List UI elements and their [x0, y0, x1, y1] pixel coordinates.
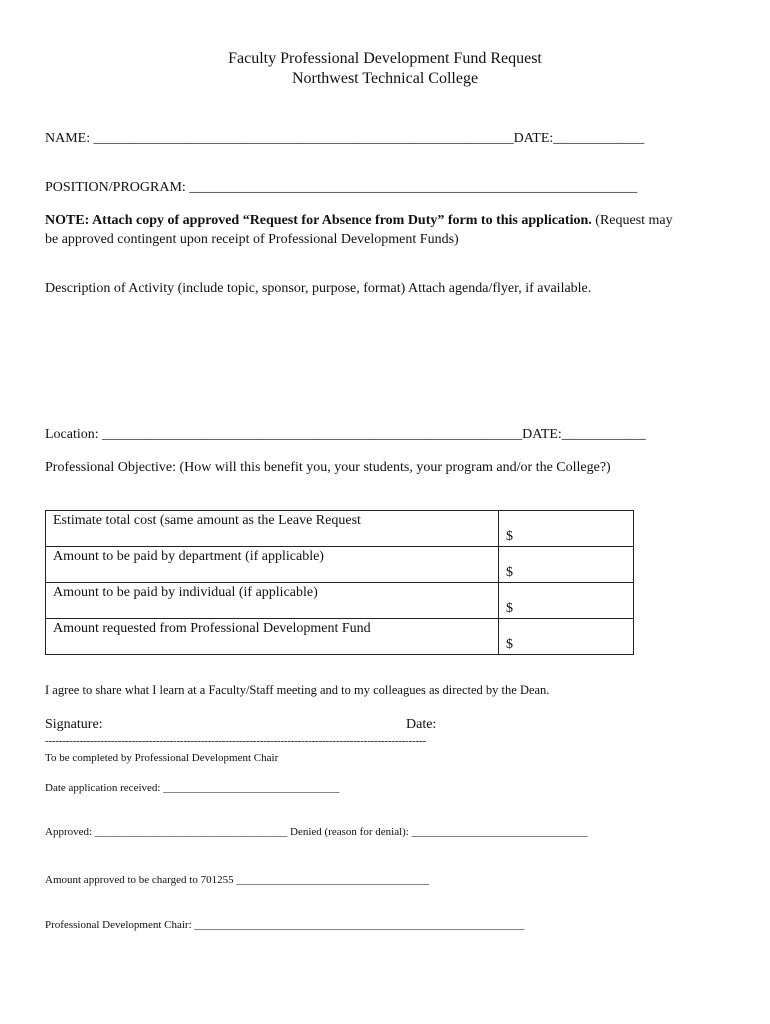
cost-value-field[interactable] — [499, 619, 634, 655]
note-line-1 — [45, 213, 673, 229]
table-row — [46, 511, 634, 547]
table-row — [46, 547, 634, 583]
dollar-sign: $ — [506, 637, 513, 652]
location-date-line[interactable]: Location: ____________________________________________________________DATE:____________ — [45, 427, 646, 442]
form-title: Faculty Professional Development Fund Request — [228, 50, 542, 67]
dollar-sign: $ — [506, 565, 513, 580]
cost-label: Estimate total cost (same amount as the Leave Request — [46, 511, 499, 547]
signature-date-label[interactable]: Date: — [406, 717, 437, 732]
dollar-sign: $ — [506, 529, 513, 544]
date-received-line[interactable]: Date application received: ________________________________ — [45, 782, 340, 794]
cost-label: Amount to be paid by department (if applicable) — [46, 547, 499, 583]
note-bold-text: NOTE: Attach copy of approved “Request for Absence from Duty” form to this application. — [45, 213, 592, 228]
signature-label[interactable]: Signature: — [45, 717, 103, 732]
table-row — [46, 619, 634, 655]
description-label: Description of Activity (include topic, sponsor, purpose, format) Attach agenda/flyer, if available. — [45, 281, 592, 296]
cost-value-field[interactable] — [499, 547, 634, 583]
agreement-text: I agree to share what I learn at a Faculty/Staff meeting and to my colleagues as directed by the Dean. — [45, 683, 550, 697]
cost-label: Amount requested from Professional Development Fund — [46, 619, 499, 655]
name-date-line[interactable]: NAME: ____________________________________________________________DATE:_____________ — [45, 131, 645, 146]
college-name: Northwest Technical College — [291, 70, 479, 87]
position-program-line[interactable]: POSITION/PROGRAM: ________________________________________________________________ — [45, 180, 638, 195]
cost-label: Amount to be paid by individual (if applicable) — [46, 583, 499, 619]
cost-table — [45, 510, 634, 655]
chair-section-heading: To be completed by Professional Development Chair — [45, 752, 279, 764]
section-divider: -------------------------------------------------------------------------------------------------------------- — [45, 735, 426, 747]
approved-denied-line[interactable]: Approved: ___________________________________ Denied (reason for denial): ________________________________ — [45, 826, 588, 838]
table-row — [46, 583, 634, 619]
dollar-sign: $ — [506, 601, 513, 616]
cost-value-field[interactable] — [499, 583, 634, 619]
chair-signature-line[interactable]: Professional Development Chair: ____________________________________________________________ — [45, 919, 525, 931]
note-rest-text: (Request may — [591, 213, 673, 228]
cost-value-field[interactable] — [499, 511, 634, 547]
note-line-2: be approved contingent upon receipt of Professional Development Funds) — [45, 232, 459, 247]
objective-label: Professional Objective: (How will this benefit you, your students, your program and/or the College?) — [45, 460, 611, 475]
amount-charged-line[interactable]: Amount approved to be charged to 701255 ___________________________________ — [45, 874, 429, 886]
